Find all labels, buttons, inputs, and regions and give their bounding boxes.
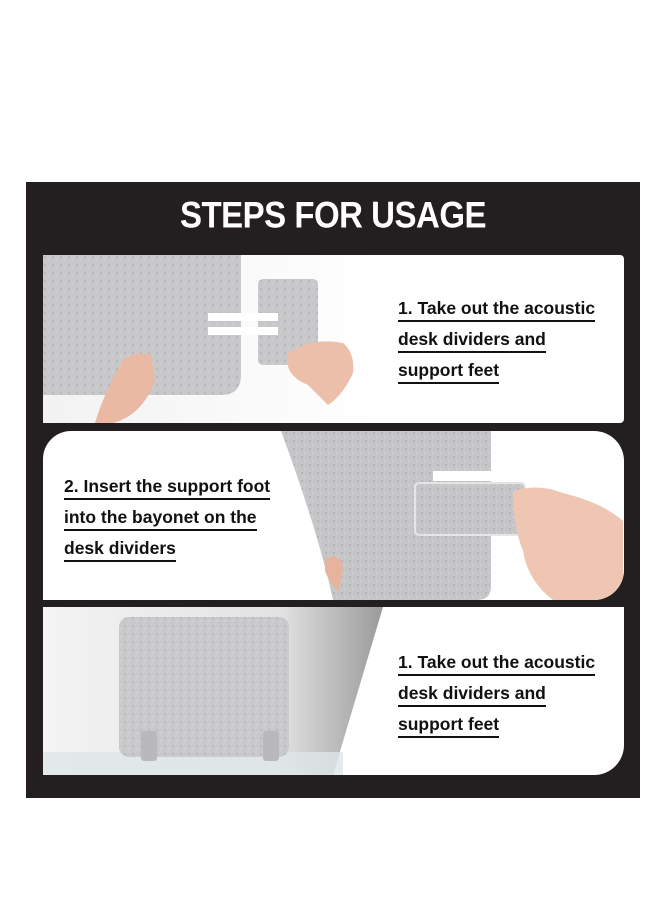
caption-line: desk dividers — [64, 537, 176, 562]
step-3-caption — [398, 647, 595, 740]
caption-line: 1. Take out the acoustic — [398, 651, 595, 676]
caption-line: 1. Take out the acoustic — [398, 297, 595, 322]
step-2-caption — [64, 471, 270, 564]
step-1-caption — [398, 293, 595, 386]
caption-line: 2. Insert the support foot — [64, 475, 270, 500]
step-panel-2 — [43, 431, 624, 600]
caption-line: desk dividers and — [398, 328, 546, 353]
caption-line: into the bayonet on the — [64, 506, 257, 531]
step-panel-3 — [43, 607, 624, 775]
caption-line: support feet — [398, 713, 499, 738]
step-panel-1 — [43, 255, 624, 423]
page-title: STEPS FOR USAGE — [179, 193, 487, 236]
usage-steps-board — [26, 182, 640, 798]
caption-line: desk dividers and — [398, 682, 546, 707]
caption-line: support feet — [398, 359, 499, 384]
